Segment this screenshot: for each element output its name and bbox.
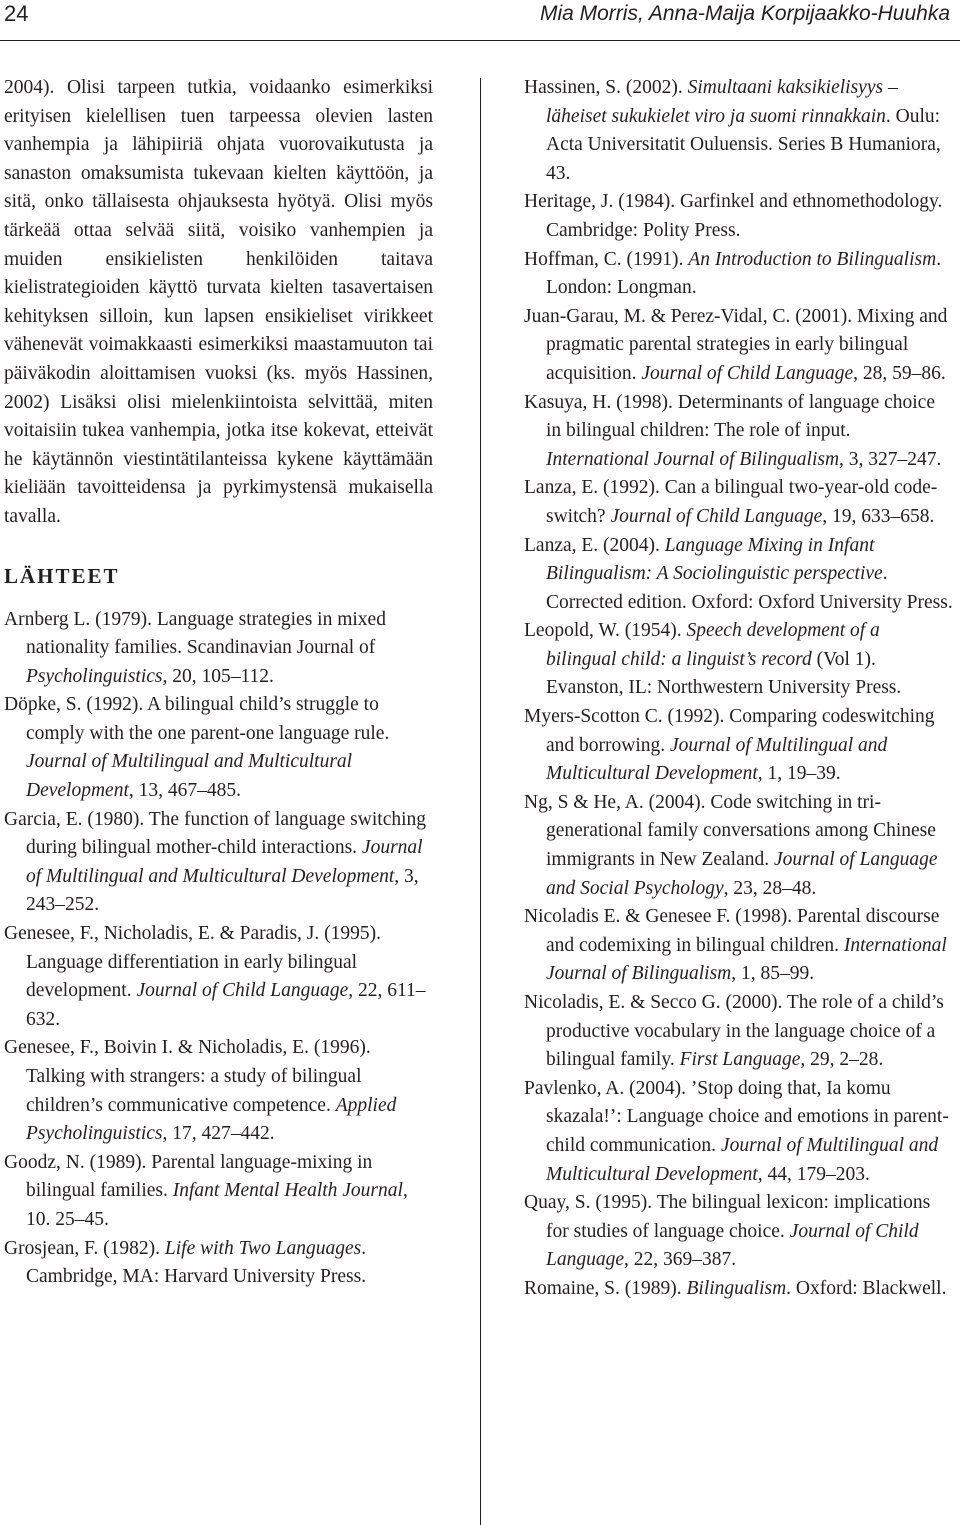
- page-header: [0, 0, 960, 32]
- reference-entry: Grosjean, F. (1982). Life with Two Languages. Cambridge, MA: Harvard University Press.: [4, 1237, 367, 1288]
- reference-entry: Lanza, E. (1992). Can a bilingual two-year-old code-switch? Journal of Child Language, 19, 633–658.: [524, 477, 938, 527]
- reference-entry: Garcia, E. (1980). The function of language switching during bilingual mother-child interactions. Journal of Multilingual and Multicultural Development, 3, 243–252.: [4, 808, 427, 916]
- reference-entry: Genesee, F., Boivin I. & Nicholadis, E. (1996). Talking with strangers: a study of bilingual children’s communicative competence. Applied Psycholinguistics, 17, 427–442.: [4, 1037, 397, 1145]
- reference-entry: Kasuya, H. (1998). Determinants of language choice in bilingual children: The role of input. International Journal of Bilingualism, 3, 327–247.: [524, 391, 942, 470]
- left-column: [4, 74, 433, 1292]
- running-head: Mia Morris, Anna-Maija Korpijaakko-Huuhka: [539, 2, 950, 25]
- reference-entry: Hassinen, S. (2002). Simultaani kaksikielisyys – läheiset sukukielet viro ja suomi rinnakkain. Oulu: Acta Universitatit Ouluensis. Series B Humaniora, 43.: [524, 77, 941, 184]
- reference-entry: Quay, S. (1995). The bilingual lexicon: implications for studies of language choice. Journal of Child Language, 22, 369–387.: [524, 1192, 931, 1271]
- header-rule: [0, 40, 960, 41]
- reference-entry: Nicoladis, E. & Secco G. (2000). The role of a child’s productive vocabulary in the language choice of a bilingual family. First Language, 29, 2–28.: [524, 992, 944, 1071]
- references-heading: LÄHTEET: [4, 563, 120, 588]
- references-list-right: [524, 74, 954, 1304]
- reference-entry: Genesee, F., Nicholadis, E. & Paradis, J. (1995). Language differentiation in early bilingual development. Journal of Child Language, 22, 611–632.: [4, 923, 426, 1030]
- reference-entry: Leopold, W. (1954). Speech development of a bilingual child: a linguist’s record (Vol 1). Evanston, IL: Northwestern University Press.: [524, 620, 902, 699]
- reference-entry: Juan-Garau, M. & Perez-Vidal, C. (2001). Mixing and pragmatic parental strategies in early bilingual acquisition. Journal of Child Language, 28, 59–86.: [524, 305, 948, 384]
- reference-entry: Heritage, J. (1984). Garfinkel and ethnomethodology. Cambridge: Polity Press.: [524, 191, 943, 241]
- body-paragraph: 2004). Olisi tarpeen tutkia, voidaanko esimerkiksi erityisen kielellisen tuen tarpeessa olevien lasten vanhempia ja lähipiiriä ohjata vuorovaikutusta ja sanaston omaksumista tukevaan kielten käyttöön, ja sitä, onko tällaisesta ohjauksesta hyötyä. Olisi myös tärkeää ottaa selvää siitä, voisiko vanhempien ja muiden ensikielisten henkilöiden taitava kielistrategioiden käyttö turvata kielten tasavertaisen kehityksen silloin, kun lapsen ensikieliset virikkeet vähenevät voimakkaasti esimerkiksi maastamuuton tai päiväkodin aloittamisen vuoksi (ks. myös Hassinen, 2002) Lisäksi olisi mielenkiintoista selvittää, miten voitaisiin tukea vanhempia, jotka itse kokevat, etteivät he käytännön viestintätilanteissa kykene käyttämään kieliään tavoitteidensa ja pyrkimystensä mukaisella tavalla.: [4, 77, 433, 527]
- page-number: 24: [4, 1, 29, 26]
- references-list-left: [4, 606, 433, 1292]
- reference-entry: Döpke, S. (1992). A bilingual child’s struggle to comply with the one parent-one language rule. Journal of Multilingual and Multicultural Development, 13, 467–485.: [4, 694, 390, 802]
- reference-entry: Romaine, S. (1989). Bilingualism. Oxford: Blackwell.: [524, 1277, 947, 1299]
- reference-entry: Arnberg L. (1979). Language strategies in mixed nationality families. Scandinavian Journal of Psycholinguistics, 20, 105–112.: [4, 608, 386, 687]
- right-column: [524, 74, 954, 1304]
- reference-entry: Pavlenko, A. (2004). ’Stop doing that, Ia komu skazala!’: Language choice and emotions in parent-child communication. Journal of Multilingual and Multicultural Development, 44, 179–203.: [524, 1077, 949, 1185]
- reference-entry: Hoffman, C. (1991). An Introduction to Bilingualism. London: Longman.: [524, 248, 942, 299]
- reference-entry: Lanza, E. (2004). Language Mixing in Infant Bilingualism: A Sociolinguistic perspective. Corrected edition. Oxford: Oxford University Press.: [524, 534, 953, 613]
- column-divider: [480, 78, 481, 1525]
- reference-entry: Nicoladis E. & Genesee F. (1998). Parental discourse and codemixing in bilingual children. International Journal of Bilingualism, 1, 85–99.: [524, 906, 947, 985]
- reference-entry: Goodz, N. (1989). Parental language-mixing in bilingual families. Infant Mental Health Journal, 10. 25–45.: [4, 1151, 408, 1230]
- reference-entry: Ng, S & He, A. (2004). Code switching in tri-generational family conversations among Chinese immigrants in New Zealand. Journal of Language and Social Psychology, 23, 28–48.: [524, 791, 938, 899]
- reference-entry: Myers-Scotton C. (1992). Comparing codeswitching and borrowing. Journal of Multilingual and Multicultural Development, 1, 19–39.: [524, 706, 935, 785]
